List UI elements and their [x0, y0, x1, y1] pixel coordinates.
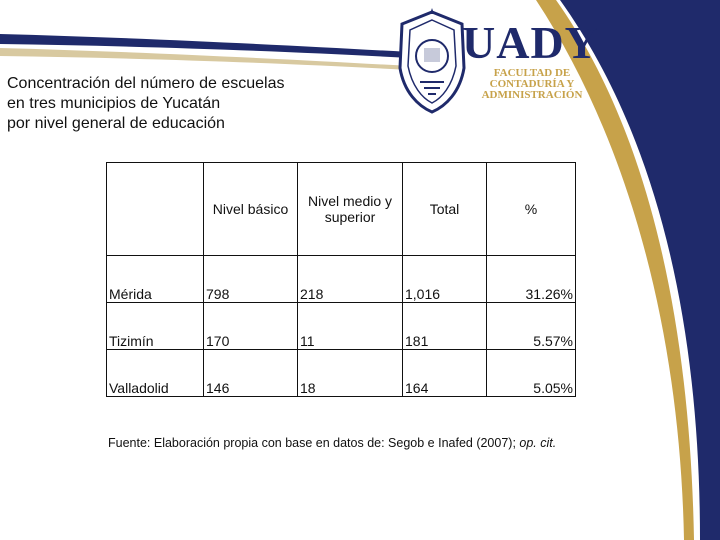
table-header-row: [107, 163, 576, 256]
header-cell: Nivel básico: [204, 163, 298, 256]
university-seal-icon: [396, 8, 468, 116]
table-row: [107, 350, 576, 397]
table-cell: 1,016: [403, 256, 487, 303]
faculty-line-2: CONTADURÍA Y: [489, 78, 575, 90]
brand-name: UADY: [462, 17, 599, 68]
table-cell: 164: [403, 350, 487, 397]
table-row: [107, 256, 576, 303]
table-cell: 146: [204, 350, 298, 397]
faculty-line-1: FACULTAD DE: [493, 67, 571, 79]
table-cell: Valladolid: [107, 350, 204, 397]
table-cell: 18: [298, 350, 403, 397]
table-cell: 218: [298, 256, 403, 303]
source-text: Fuente: Elaboración propia con base en datos de: Segob e Inafed (2007);: [108, 436, 520, 450]
table-cell: 170: [204, 303, 298, 350]
schools-table: [106, 162, 576, 397]
table-cell: 5.05%: [487, 350, 576, 397]
table-cell: Tizimín: [107, 303, 204, 350]
header-cell: [107, 163, 204, 256]
faculty-line-3: ADMINISTRACIÓN: [481, 89, 583, 101]
table-cell: 31.26%: [487, 256, 576, 303]
header-cell: %: [487, 163, 576, 256]
faculty-name: [480, 68, 584, 101]
table-row: [107, 303, 576, 350]
header-cell: Total: [403, 163, 487, 256]
table-cell: 181: [403, 303, 487, 350]
source-note: [108, 436, 556, 450]
table-cell: 798: [204, 256, 298, 303]
title-line-1: Concentración del número de escuelas: [7, 75, 285, 92]
title-line-2: en tres municipios de Yucatán: [7, 95, 221, 112]
source-italic: op. cit.: [519, 436, 557, 450]
table-cell: 5.57%: [487, 303, 576, 350]
table-cell: 11: [298, 303, 403, 350]
slide-title: [7, 74, 285, 134]
header-cell: Nivel medio y superior: [298, 163, 403, 256]
title-line-3: por nivel general de educación: [7, 115, 225, 132]
table-cell: Mérida: [107, 256, 204, 303]
